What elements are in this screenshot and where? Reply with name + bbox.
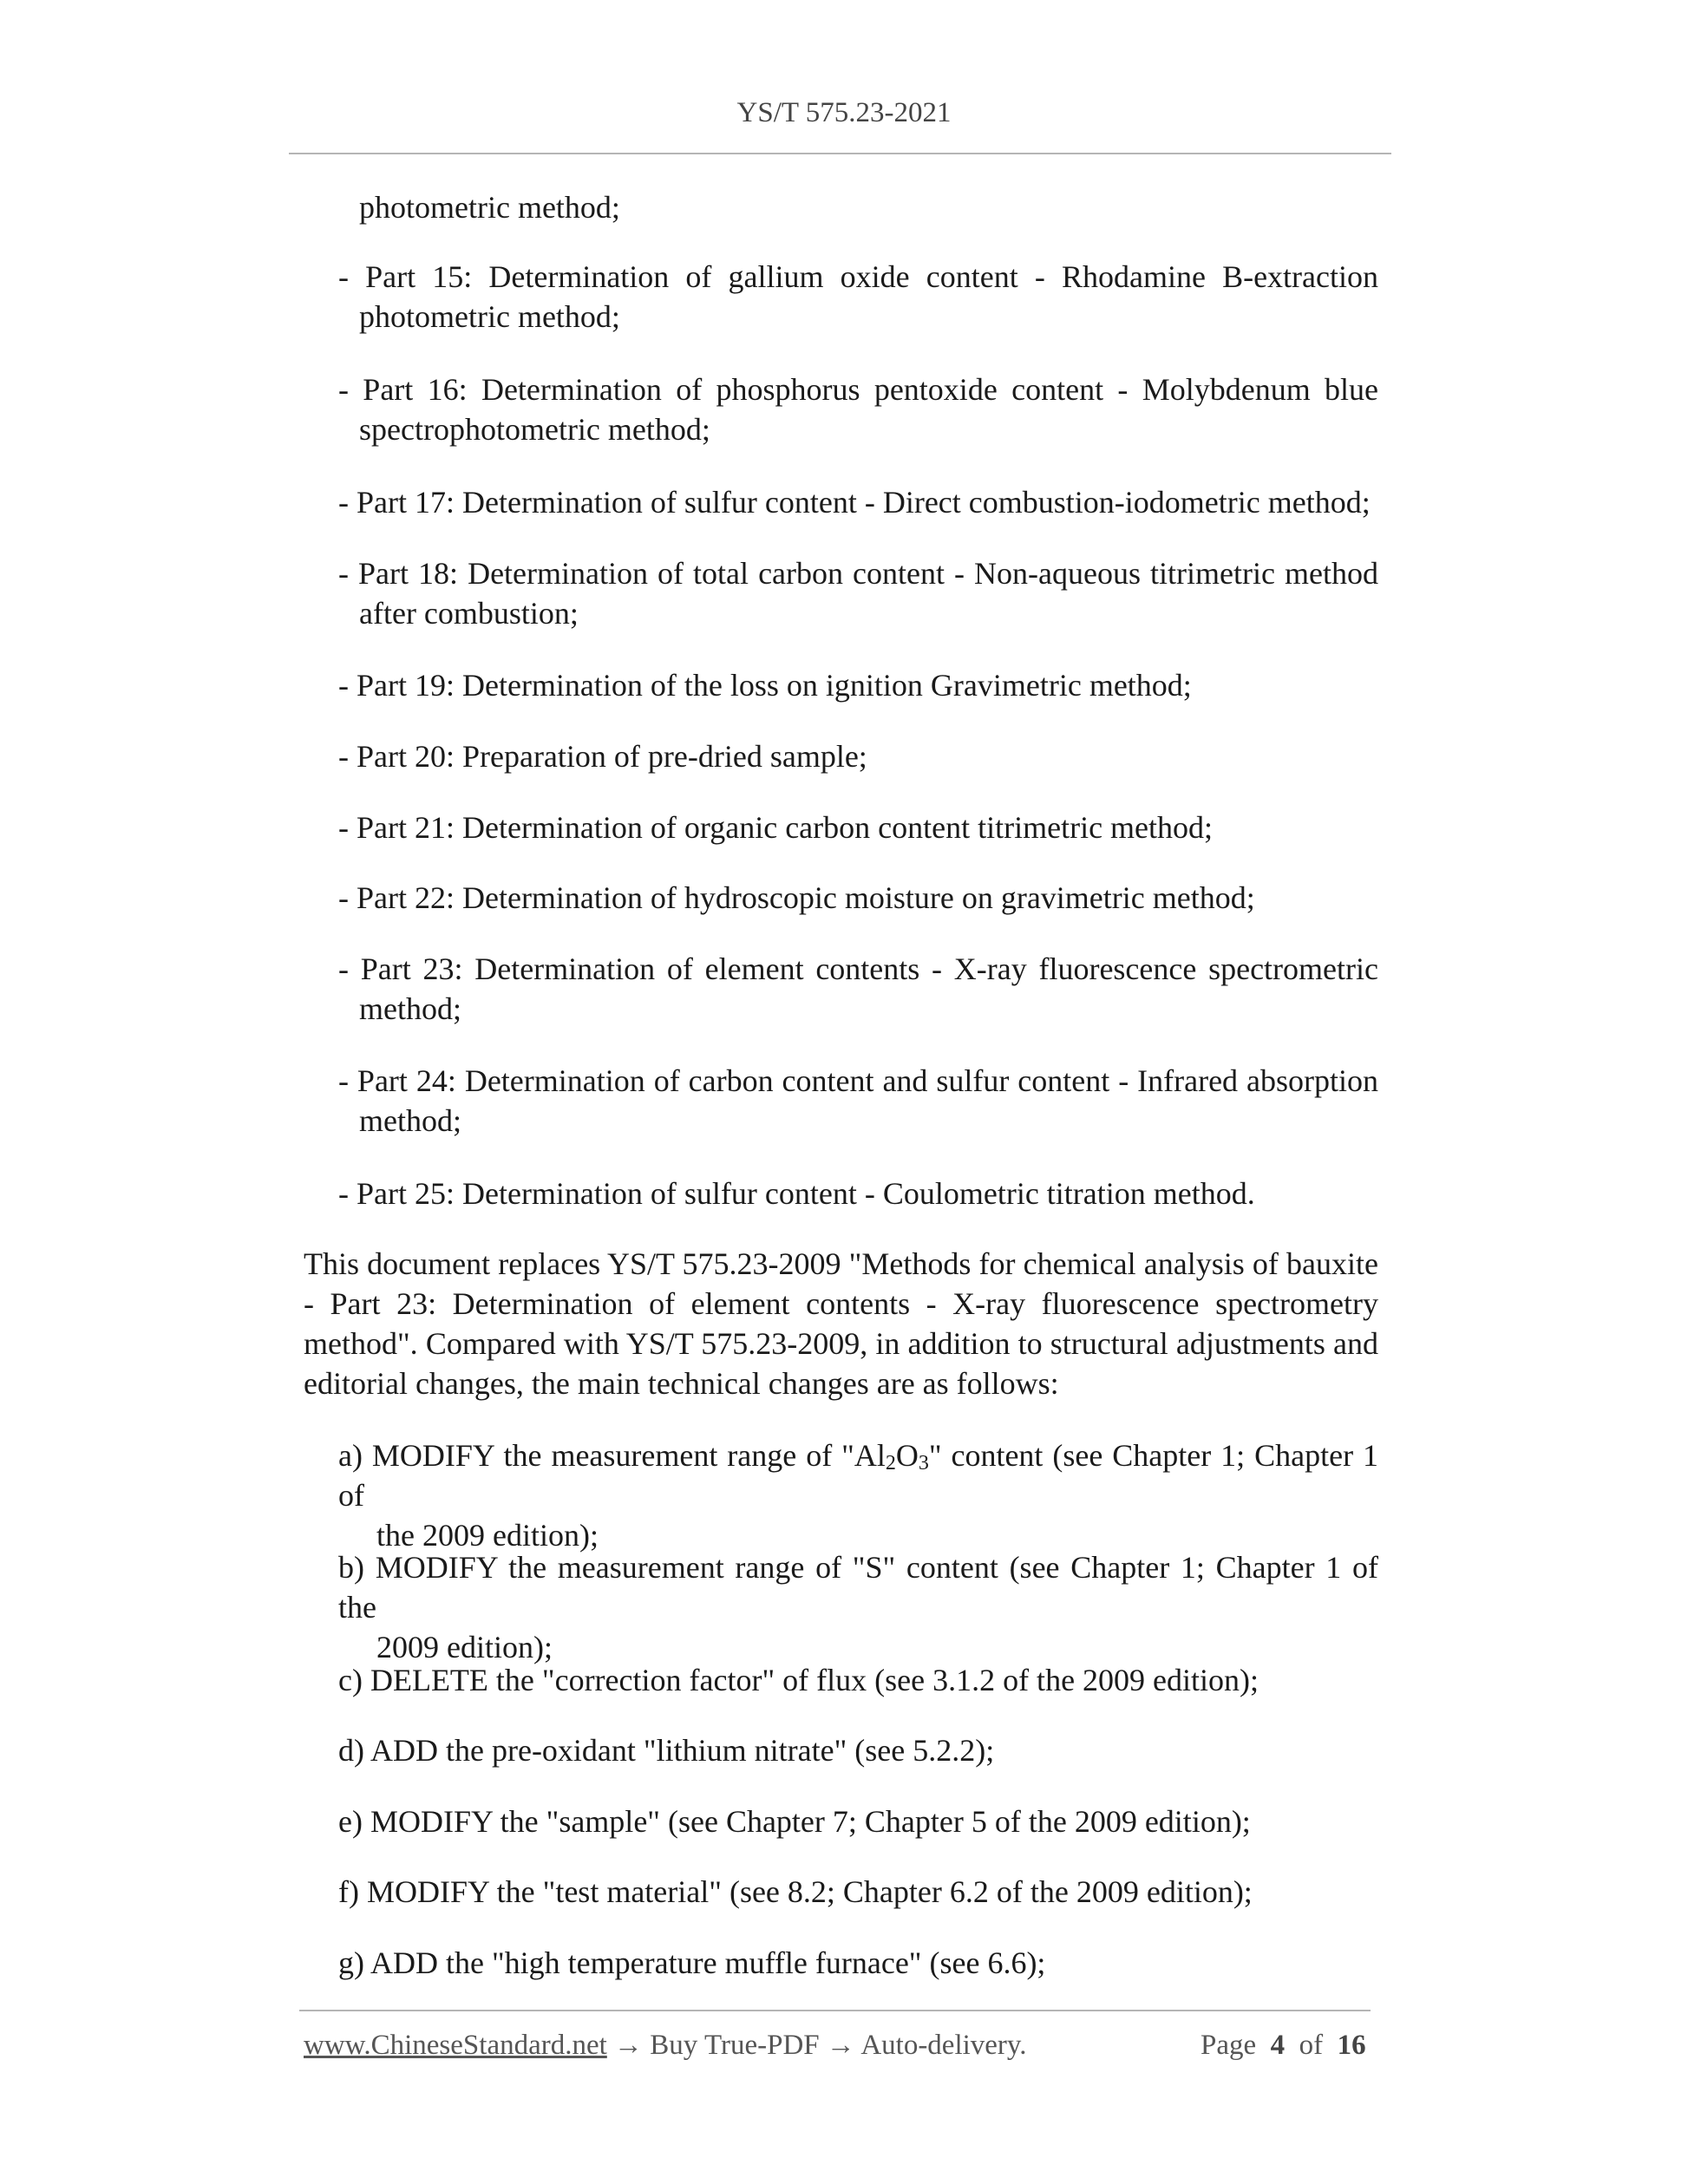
subscript: 3	[918, 1452, 929, 1475]
change-item-a	[338, 1435, 1378, 1555]
change-item-line: 2009 edition);	[376, 1630, 553, 1664]
list-item-part-20	[338, 736, 1378, 776]
list-item-line: - Part 18: Determination of total carbon content - Non-aqueous titrimetric method	[338, 556, 1378, 591]
change-item-line: f) MODIFY the "test material" (see 8.2; Chapter 6.2 of the 2009 edition);	[338, 1874, 1253, 1909]
list-item-line: photometric method;	[359, 299, 620, 334]
arrow-right-icon: →	[826, 2030, 855, 2061]
change-item-e	[338, 1801, 1378, 1841]
change-item-line: g) ADD the "high temperature muffle furnace" (see 6.6);	[338, 1945, 1046, 1980]
change-item-line: b) MODIFY the measurement range of "S" content (see Chapter 1; Chapter 1 of the	[338, 1550, 1378, 1625]
list-item-part-18	[338, 553, 1378, 633]
change-item-b	[338, 1547, 1378, 1667]
change-text: O	[895, 1438, 919, 1473]
list-item-line: - Part 22: Determination of hydroscopic moisture on gravimetric method;	[338, 880, 1255, 915]
footer-promo	[304, 2030, 1027, 2062]
change-text: a) MODIFY the measurement range of "Al	[338, 1438, 886, 1473]
replacement-paragraph	[304, 1244, 1378, 1403]
change-item-g	[338, 1943, 1378, 1983]
list-item-line: - Part 21: Determination of organic carbon content titrimetric method;	[338, 810, 1214, 845]
list-item-line: - Part 25: Determination of sulfur content - Coulometric titration method.	[338, 1176, 1255, 1211]
paragraph-line: - Part 23: Determination of element contents - X-ray fluorescence spectrometry	[304, 1286, 1378, 1321]
change-item-line: the 2009 edition);	[376, 1518, 599, 1553]
list-item-part-22	[338, 878, 1378, 918]
change-item-line: e) MODIFY the "sample" (see Chapter 7; Chapter 5 of the 2009 edition);	[338, 1804, 1251, 1839]
change-item-line: c) DELETE the "correction factor" of flux (see 3.1.2 of the 2009 edition);	[338, 1663, 1259, 1697]
list-item-line: spectrophotometric method;	[359, 412, 710, 447]
header-divider	[289, 153, 1391, 154]
list-item-part-19	[338, 665, 1378, 705]
list-item-part-23	[338, 949, 1378, 1029]
list-item-line: photometric method;	[359, 190, 620, 225]
list-item-line: - Part 16: Determination of phosphorus pentoxide content - Molybdenum blue	[338, 372, 1378, 407]
list-item-line: - Part 15: Determination of gallium oxide content - Rhodamine B-extraction	[338, 259, 1378, 294]
page-total: 16	[1337, 2030, 1366, 2061]
page-of-label: of	[1299, 2030, 1324, 2061]
list-item-line: - Part 19: Determination of the loss on ignition Gravimetric method;	[338, 668, 1192, 703]
list-item-line: - Part 23: Determination of element contents - X-ray fluorescence spectrometric	[338, 951, 1378, 986]
footer-divider	[299, 2010, 1371, 2011]
list-item-line: - Part 24: Determination of carbon content and sulfur content - Infrared absorption	[338, 1063, 1378, 1098]
page-indicator	[1201, 2030, 1366, 2062]
auto-delivery-text: Auto-delivery.	[860, 2030, 1027, 2061]
subscript: 2	[885, 1452, 896, 1475]
list-item-line: method;	[359, 991, 461, 1026]
list-item-part-15	[338, 257, 1378, 337]
list-item-line: method;	[359, 1103, 461, 1138]
paragraph-line: This document replaces YS/T 575.23-2009 "Methods for chemical analysis of bauxite	[304, 1246, 1378, 1281]
list-item-line: after combustion;	[359, 596, 579, 631]
list-item-part-24	[338, 1061, 1378, 1141]
change-text: " content (see Chapter 1; Chapter 1 of	[338, 1438, 1379, 1513]
change-item-d	[338, 1730, 1378, 1770]
document-code-header: YS/T 575.23-2021	[736, 97, 952, 128]
list-item-part-16	[338, 369, 1378, 449]
chinesestandard-link[interactable]: www.ChineseStandard.net	[304, 2030, 607, 2061]
page-label: Page	[1201, 2030, 1257, 2061]
list-item-part-17	[338, 482, 1378, 522]
arrow-right-icon: →	[614, 2030, 644, 2061]
list-item-part-21	[338, 808, 1378, 847]
change-item-line: d) ADD the pre-oxidant "lithium nitrate" (see 5.2.2);	[338, 1733, 995, 1768]
change-item-f	[338, 1872, 1378, 1912]
page-current: 4	[1270, 2030, 1286, 2061]
buy-true-pdf-text: Buy True-PDF	[650, 2030, 820, 2061]
paragraph-line: editorial changes, the main technical changes are as follows:	[304, 1366, 1059, 1401]
paragraph-line: method". Compared with YS/T 575.23-2009, in addition to structural adjustments and	[304, 1326, 1378, 1361]
change-item-line	[338, 1435, 1378, 1515]
list-item-line: - Part 17: Determination of sulfur content - Direct combustion-iodometric method;	[338, 485, 1371, 520]
list-item-continuation	[338, 187, 1378, 227]
list-item-line: - Part 20: Preparation of pre-dried sample;	[338, 739, 867, 774]
list-item-part-25	[338, 1174, 1378, 1213]
change-item-c	[338, 1660, 1378, 1700]
